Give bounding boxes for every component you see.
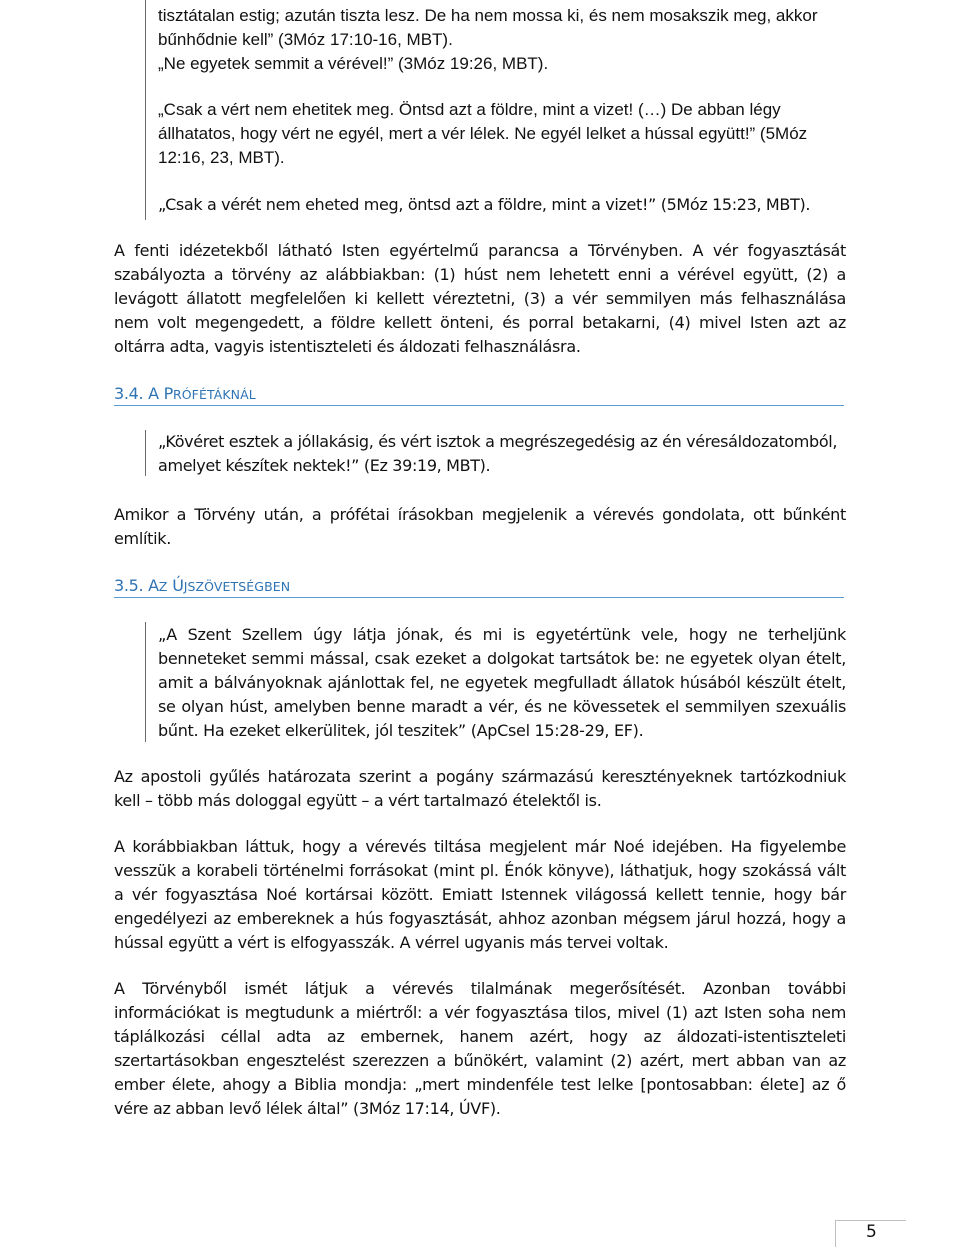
section-number: 3.4. — [114, 384, 144, 403]
section-heading-3-5 — [114, 575, 290, 598]
section-title-initial: A — [148, 384, 159, 403]
paragraph-line: oltárra adta, vagyis istentiszteleti és áldozati felhasználásra. — [114, 337, 581, 356]
quote-line: „Kövéret esztek a jóllakásig, és vért isztok a megrészegedésig az én véresáldozatomból, — [158, 432, 838, 451]
quote-line: „A Szent Szellem úgy látja jónak, és mi is egyetértünk vele, hogy ne terheljünk — [158, 625, 846, 644]
quote-line: bűnhődnie kell” (3Móz 17:10-16, MBT). — [158, 30, 453, 49]
paragraph-line: Amikor a Törvény után, a prófétai írásokban megjelenik a vérevés gondolata, ott bűnként — [114, 505, 846, 524]
quote-line: bűnt. Ha ezeket elkerülitek, jól teszitek” (ApCsel 15:28-29, EF). — [158, 721, 644, 740]
paragraph-line: nem volt megengedett, a földre kellett önteni, és porral betakarni, (4) mivel Isten azt az — [114, 313, 846, 332]
quote-line: „Ne egyetek semmit a vérével!” (3Móz 19:26, MBT). — [158, 54, 549, 73]
quote-line: állhatatos, hogy vért ne egyél, mert a vér lélek. Ne egyél lelket a hússal együtt!” (5Móz — [158, 124, 808, 143]
quote-line: „Csak a vért nem ehetitek meg. Öntsd azt a földre, mint a vizet! (…) De abban légy — [158, 100, 781, 119]
heading-underline — [114, 597, 844, 598]
quote-line: „Csak a vérét nem eheted meg, öntsd azt a földre, mint a vizet!” (5Móz 15:23, MBT). — [158, 195, 811, 214]
section-title-z: Z — [158, 579, 168, 594]
quote-bar — [145, 0, 146, 220]
paragraph-line: a vér fogyasztása Noé kortársai között. Emiatt Istennek világossá kellett tennie, hogy bár — [114, 885, 846, 904]
section-title-initial: A — [148, 576, 159, 595]
paragraph-line: információkat is megtudunk a miértről: a vér fogyasztása tilos, mivel (1) azt Isten soha nem — [114, 1003, 846, 1022]
paragraph-line: engedélyezi az embereknek a hús fogyasztását, ahhoz azonban mégsem járul hozzá, hogy a — [114, 909, 846, 928]
quote-line: amit a bálványoknak ajánlottak fel, ne egyetek megfulladt állatok húsából készült ételt, — [158, 673, 846, 692]
paragraph-line: szertartásokban engesztelést szerezzen a bűnökért, valamint (2) azért, mert abban van az — [114, 1051, 846, 1070]
paragraph-line: levágott állatott megfelelően ki kellett véreztetni, (3) a vér semmilyen más felhasználása — [114, 289, 846, 308]
section-title-rest: JSZÖVETSÉGBEN — [183, 579, 291, 594]
paragraph-line: vére az abban levő lélek által” (3Móz 17:14, ÚVF). — [114, 1099, 501, 1118]
paragraph — [114, 239, 846, 359]
paragraph-line: A korábbiakban láttuk, hogy a vérevés tiltása megjelent már Noé idejében. Ha figyelembe — [114, 837, 846, 856]
paragraph-line: említik. — [114, 529, 171, 548]
paragraph-line: ember élete, ahogy a Biblia mondja: „mert mindenféle test lelke [pontosabban: élete] az ő — [114, 1075, 846, 1094]
quote-bar — [145, 622, 146, 742]
paragraph-line: táplálkozási céllal adta az embernek, hanem azért, hogy az áldozati-istentiszteleti — [114, 1027, 846, 1046]
paragraph — [114, 977, 846, 1121]
quote-line: 12:16, 23, MBT). — [158, 148, 285, 167]
section-title-rest: RÓFÉTÁKNÁL — [172, 387, 256, 402]
quote-line: se olyan húst, amelyben benne maradt a vér, és ne kövessetek el semmilyen szexuális — [158, 697, 846, 716]
paragraph-line: szabályozta a törvény az alábbiakban: (1) húst nem lehetett enni a vérével együtt, (2) a — [114, 265, 846, 284]
quote-line: amelyet készítek nektek!” (Ez 39:19, MBT). — [158, 456, 491, 475]
section-title-u: Ú — [172, 576, 184, 595]
section-heading-3-4 — [114, 383, 256, 406]
paragraph — [114, 503, 846, 551]
section-number: 3.5. — [114, 576, 144, 595]
paragraph — [114, 765, 846, 813]
quote-paragraph — [158, 623, 846, 743]
paragraph-line: A Törvényből ismét látjuk a vérevés tilalmának megerősítését. Azonban további — [114, 979, 846, 998]
paragraph-line: A fenti idézetekből látható Isten egyértelmű parancsa a Törvényben. A vér fogyasztását — [114, 241, 846, 260]
paragraph-line: kell – több más dologgal együtt – a vért tartalmazó ételektől is. — [114, 791, 602, 810]
paragraph-line: hússal együtt a vért is elfogyasszák. A vérrel ugyanis más tervei voltak. — [114, 933, 669, 952]
section-title-cap: P — [163, 384, 173, 403]
heading-underline — [114, 405, 844, 406]
paragraph — [114, 835, 846, 955]
paragraph-line: vesszük a korabeli történelmi forrásokat (mint pl. Énók könyve), láthatjuk, hogy szokássá vált — [114, 861, 846, 880]
page-number: 5 — [866, 1222, 877, 1242]
quote-bar — [145, 430, 146, 476]
paragraph-line: Az apostoli gyűlés határozata szerint a pogány származású keresztényeknek tartózkodniuk — [114, 767, 846, 786]
quote-line: tisztátalan estig; azután tiszta lesz. De ha nem mossa ki, és nem mosakszik meg, akkor — [158, 6, 818, 25]
quote-line: benneteket semmi mással, csak ezeket a dolgokat tartsátok be: ne egyetek olyan ételt, — [158, 649, 846, 668]
